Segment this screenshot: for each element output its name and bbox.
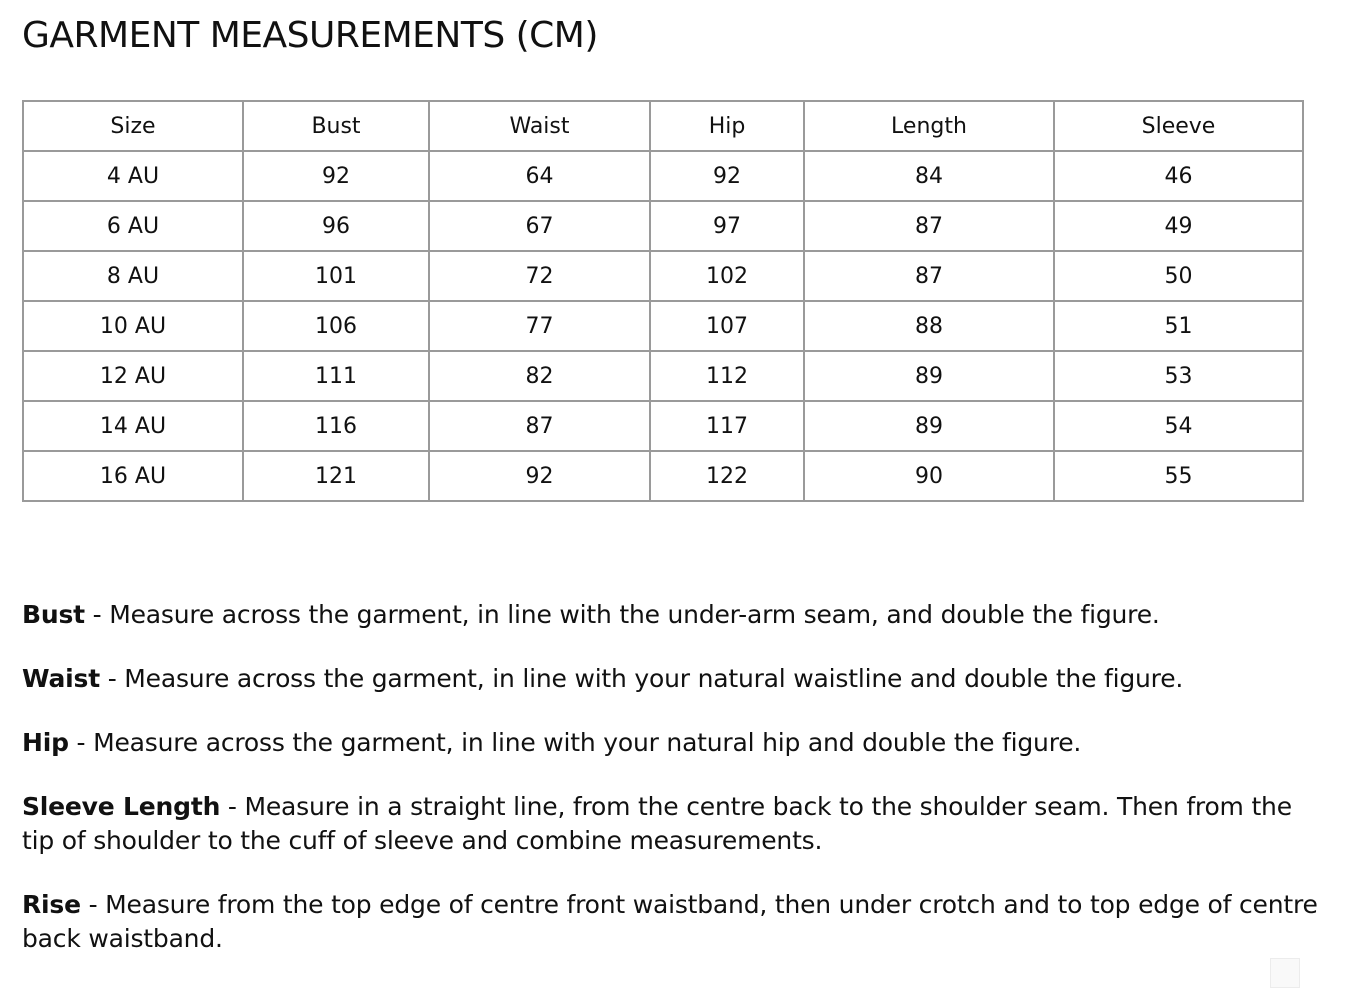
cell-waist: 92 — [429, 451, 650, 501]
definition-text: - Measure across the garment, in line with your natural hip and double the figure. — [68, 728, 1082, 757]
definition-text: - Measure across the garment, in line with the under-arm seam, and double the figure. — [84, 600, 1160, 629]
cell-hip: 102 — [650, 251, 804, 301]
cell-length: 89 — [804, 351, 1054, 401]
table-row — [23, 301, 1303, 351]
cell-size: 12 AU — [23, 351, 243, 401]
table-row — [23, 451, 1303, 501]
cell-hip: 117 — [650, 401, 804, 451]
cell-size: 6 AU — [23, 201, 243, 251]
cell-sleeve: 46 — [1054, 151, 1303, 201]
cell-sleeve: 49 — [1054, 201, 1303, 251]
page-title: GARMENT MEASUREMENTS (CM) — [22, 15, 598, 56]
cell-waist: 82 — [429, 351, 650, 401]
table-row — [23, 151, 1303, 201]
cell-size: 16 AU — [23, 451, 243, 501]
size-chart-table — [22, 100, 1304, 502]
cell-hip: 107 — [650, 301, 804, 351]
table-row — [23, 201, 1303, 251]
cell-size: 14 AU — [23, 401, 243, 451]
cell-bust: 96 — [243, 201, 429, 251]
header-length: Length — [804, 101, 1054, 151]
cell-length: 87 — [804, 251, 1054, 301]
definition-rise — [22, 888, 1322, 956]
cell-hip: 92 — [650, 151, 804, 201]
header-size: Size — [23, 101, 243, 151]
cell-size: 10 AU — [23, 301, 243, 351]
cell-sleeve: 50 — [1054, 251, 1303, 301]
cell-bust: 121 — [243, 451, 429, 501]
definition-text: - Measure in a straight line, from the centre back to the shoulder seam. Then from the tip of shoulder to the cuff of sleeve and combine measurements. — [22, 792, 1292, 855]
cell-bust: 111 — [243, 351, 429, 401]
header-waist: Waist — [429, 101, 650, 151]
cell-size: 4 AU — [23, 151, 243, 201]
cell-waist: 87 — [429, 401, 650, 451]
header-bust: Bust — [243, 101, 429, 151]
cell-bust: 106 — [243, 301, 429, 351]
measurement-definitions — [22, 598, 1322, 986]
cell-waist: 72 — [429, 251, 650, 301]
cell-length: 88 — [804, 301, 1054, 351]
cell-length: 89 — [804, 401, 1054, 451]
cell-bust: 92 — [243, 151, 429, 201]
definition-waist — [22, 662, 1322, 696]
definition-text: - Measure across the garment, in line with your natural waistline and double the figure. — [99, 664, 1184, 693]
cell-bust: 116 — [243, 401, 429, 451]
corner-placeholder-box — [1270, 958, 1300, 988]
cell-length: 90 — [804, 451, 1054, 501]
cell-length: 84 — [804, 151, 1054, 201]
cell-hip: 122 — [650, 451, 804, 501]
definition-term: Sleeve Length — [22, 792, 221, 821]
header-sleeve: Sleeve — [1054, 101, 1303, 151]
definition-term: Waist — [22, 664, 100, 693]
cell-hip: 112 — [650, 351, 804, 401]
cell-sleeve: 54 — [1054, 401, 1303, 451]
cell-length: 87 — [804, 201, 1054, 251]
header-hip: Hip — [650, 101, 804, 151]
definition-term: Bust — [22, 600, 85, 629]
cell-waist: 67 — [429, 201, 650, 251]
cell-sleeve: 53 — [1054, 351, 1303, 401]
definition-sleeve-length — [22, 790, 1322, 858]
definition-term: Rise — [22, 890, 81, 919]
table-row — [23, 251, 1303, 301]
definition-text: - Measure from the top edge of centre front waistband, then under crotch and to top edge of centre back waistband. — [22, 890, 1318, 953]
definition-bust — [22, 598, 1322, 632]
cell-size: 8 AU — [23, 251, 243, 301]
table-row — [23, 401, 1303, 451]
definition-term: Hip — [22, 728, 69, 757]
cell-sleeve: 55 — [1054, 451, 1303, 501]
cell-waist: 77 — [429, 301, 650, 351]
cell-bust: 101 — [243, 251, 429, 301]
table-header-row — [23, 101, 1303, 151]
cell-sleeve: 51 — [1054, 301, 1303, 351]
definition-hip — [22, 726, 1322, 760]
table-row — [23, 351, 1303, 401]
cell-waist: 64 — [429, 151, 650, 201]
cell-hip: 97 — [650, 201, 804, 251]
